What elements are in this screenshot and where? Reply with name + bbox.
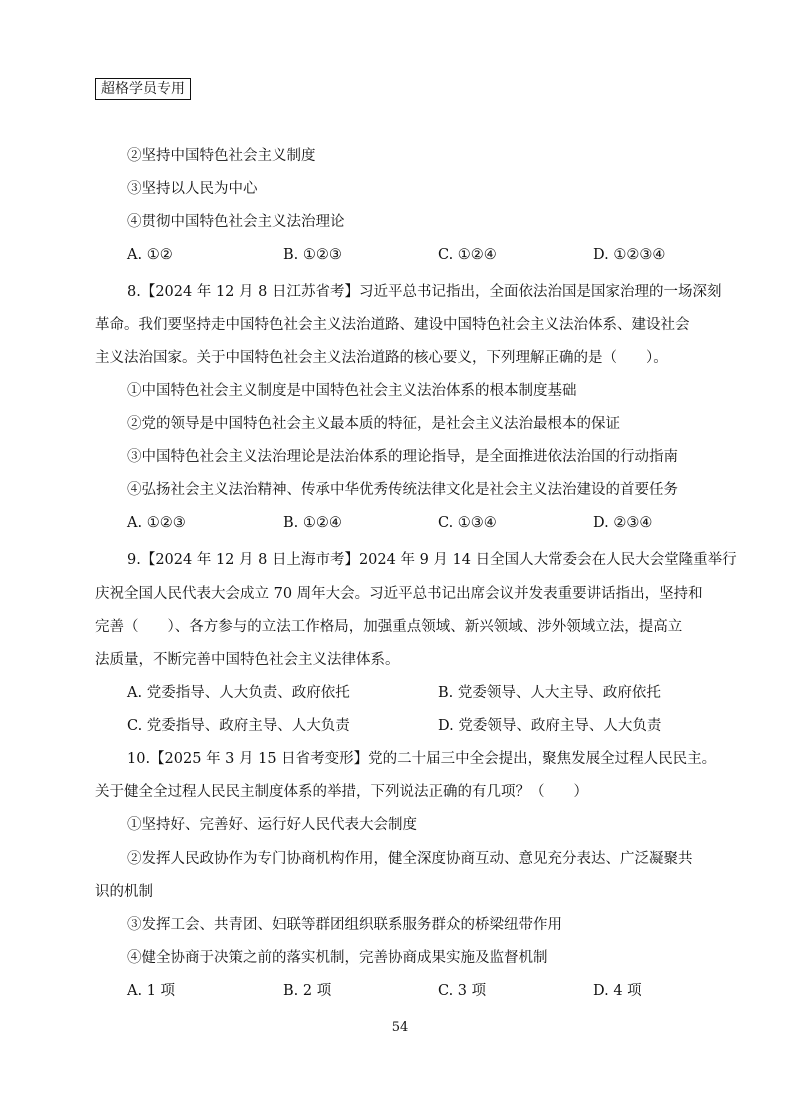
q8-stem-line: 8.【2024 年 12 月 8 日江苏省考】习近平总书记指出，全面依法治国是国家治理的一场深刻 [127,284,722,300]
q8-stem-line: 革命。我们要坚持走中国特色社会主义法治道路、建设中国特色社会主义法治体系、建设社会 [95,317,690,333]
q9-stem-line: 法质量，不断完善中国特色社会主义法律体系。 [95,652,400,668]
q8-item: ③中国特色社会主义法治理论是法治体系的理论指导，是全面推进依法治国的行动指南 [127,449,678,465]
q8-stem-line: 主义法治国家。关于中国特色社会主义法治道路的核心要义，下列理解正确的是（ ）。 [95,350,668,366]
q8-item: ④弘扬社会主义法治精神、传承中华优秀传统法律文化是社会主义法治建设的首要任务 [127,482,678,498]
q9-option-a: A. 党委指导、人大负责、政府依托 [127,685,350,701]
q10-option-a: A. 1 项 [127,983,176,999]
q7-option-b: B. ①②③ [283,247,342,263]
q7-option-a: A. ①② [127,247,173,263]
page-number: 54 [391,1020,409,1035]
q9-stem-line: 庆祝全国人民代表大会成立 70 周年大会。习近平总书记出席会议并发表重要讲话指出，坚持和 [95,586,703,602]
q9-option-b: B. 党委领导、人大主导、政府依托 [438,685,661,701]
q10-item: ②发挥人民政协作为专门协商机构作用，健全深度协商互动、意见充分表达、广泛凝聚共 [127,851,693,867]
q7-item: ④贯彻中国特色社会主义法治理论 [127,214,345,230]
q9-option-d: D. 党委领导、政府主导、人大负责 [438,718,662,734]
q10-item: ①坚持好、完善好、运行好人民代表大会制度 [127,817,417,833]
q10-item: 识的机制 [95,884,153,900]
q8-option-a: A. ①②③ [127,515,186,531]
q8-option-b: B. ①②④ [283,515,342,531]
q10-option-b: B. 2 项 [283,983,332,999]
q7-item: ②坚持中国特色社会主义制度 [127,148,316,164]
q10-item: ③发挥工会、共青团、妇联等群团组织联系服务群众的桥梁纽带作用 [127,917,562,933]
q9-stem-line: 9.【2024 年 12 月 8 日上海市考】2024 年 9 月 14 日全国人大常委会在人民大会堂隆重举行 [127,552,737,568]
q10-option-d: D. 4 项 [593,983,642,999]
q8-option-d: D. ②③④ [593,515,653,531]
q7-option-d: D. ①②③④ [593,247,666,263]
q8-option-c: C. ①③④ [438,515,497,531]
header-tag: 超格学员专用 [95,78,191,100]
q10-option-c: C. 3 项 [438,983,487,999]
q10-item: ④健全协商于决策之前的落实机制，完善协商成果实施及监督机制 [127,950,548,966]
q9-stem-line: 完善（ ）、各方参与的立法工作格局，加强重点领域、新兴领域、涉外领域立法，提高立 [95,619,683,635]
q9-option-c: C. 党委指导、政府主导、人大负责 [127,718,350,734]
q8-item: ①中国特色社会主义制度是中国特色社会主义法治体系的根本制度基础 [127,383,577,399]
q10-stem-line: 10.【2025 年 3 月 15 日省考变形】党的二十届三中全会提出，聚焦发展全过程人民民主。 [127,751,717,767]
q8-item: ②党的领导是中国特色社会主义最本质的特征，是社会主义法治最根本的保证 [127,416,620,432]
q10-stem-line: 关于健全全过程人民民主制度体系的举措，下列说法正确的有几项？（ ） [95,784,588,800]
q7-option-c: C. ①②④ [438,247,497,263]
q7-item: ③坚持以人民为中心 [127,181,258,197]
